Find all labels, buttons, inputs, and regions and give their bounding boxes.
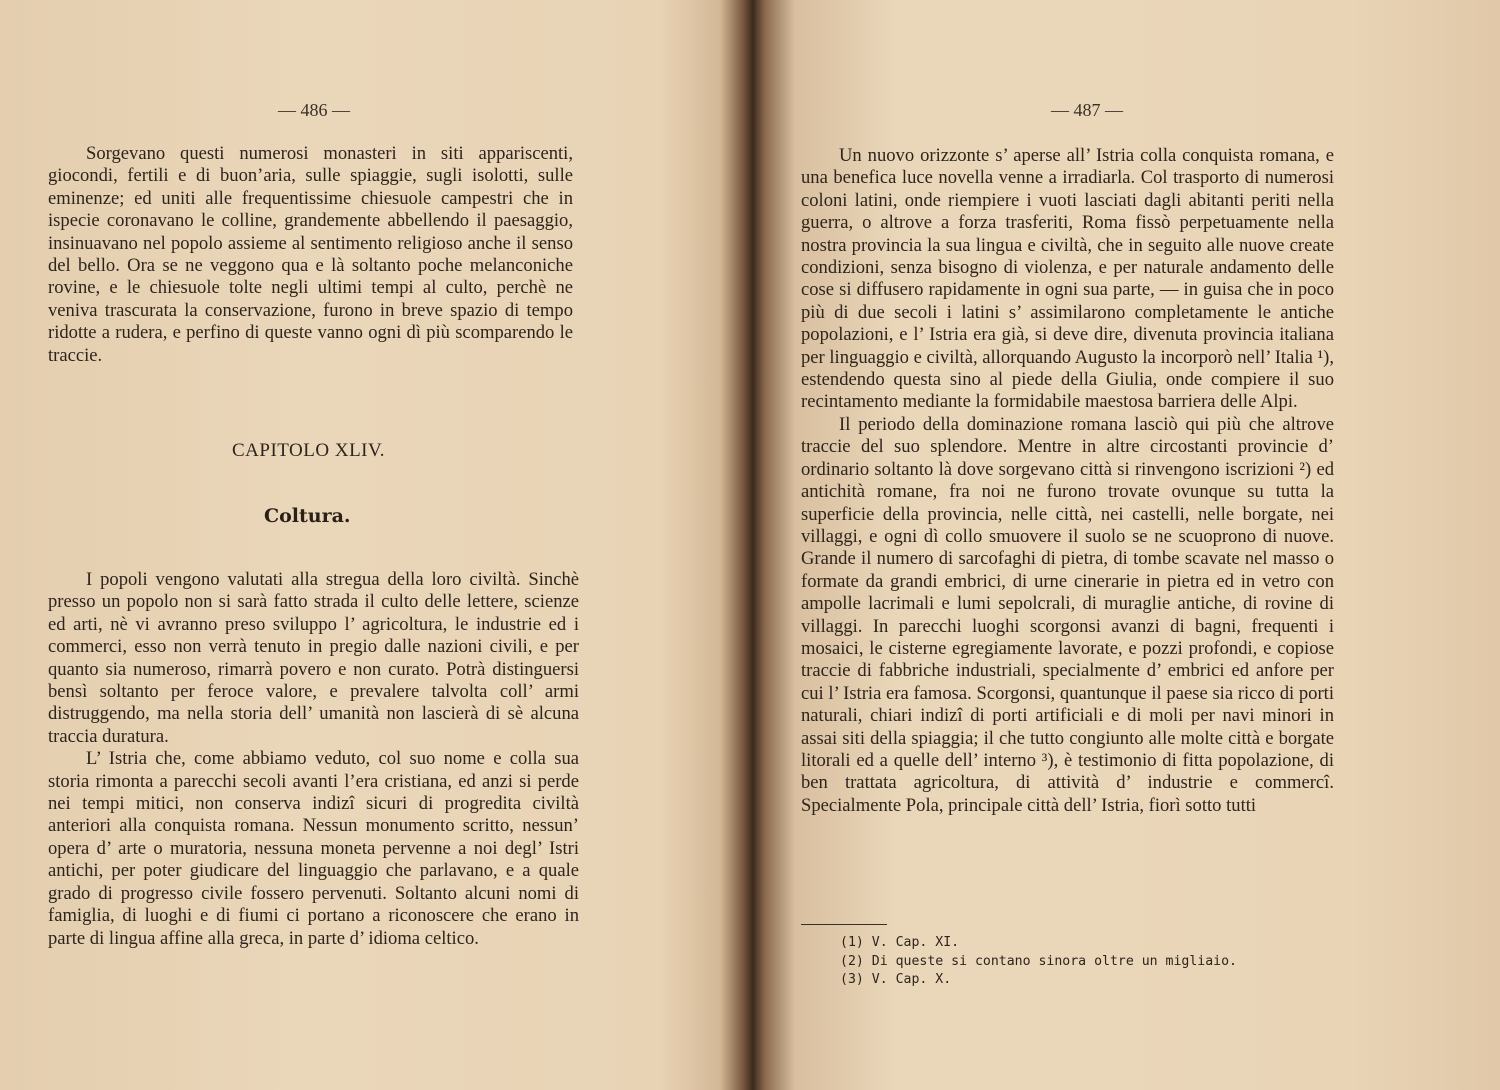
- section-title: Coltura.: [264, 505, 351, 527]
- right-text-block: [801, 145, 1334, 817]
- left-page: [0, 0, 690, 1090]
- page-number-left: — 486 —: [278, 100, 350, 120]
- page-number-right: — 487 —: [1051, 100, 1123, 120]
- footnote-rule: [801, 924, 887, 925]
- right-paragraph-1: Un nuovo orizzonte s’ aperse all’ Istria colla conquista romana, e una benefica luce novella venne a irradiarla. Col trasporto di numerosi coloni latini, onde riempiere i vuoti lasciati dagli abitanti periti nella guerra, o altrove a forza trasferiti, Roma fissò perpetuamente nella nostra provincia la sua lingua e civiltà, che in seguito alle nuove create condizioni, senza bisogno di violenza, e per naturale andamento delle cose si diffusero rapidamente in ogni sua parte, — in guisa che in poco più di due secoli i latini s’ assimilarono completamente le antiche popolazioni, e l’ Istria era già, si deve dire, divenuta provincia italiana per linguaggio e civiltà, allorquando Augusto la incorporò nell’ Italia ¹), estendendo questa sino al piede della Giulia, onde compiere il suo recintamento mediante la formidabile maestosa barriera delle Alpi.: [801, 145, 1334, 413]
- footnote-3: (3) V. Cap. X.: [840, 972, 952, 988]
- footnotes: [840, 934, 1237, 990]
- left-paragraph-2-block: [48, 569, 579, 950]
- left-paragraph-2: I popoli vengono valutati alla stregua della loro civiltà. Sinchè presso un popolo non si sarà fatto strada il culto delle lettere, scienze ed arti, nè vi avranno preso sviluppo l’ agricoltura, le industrie ed i commerci, esso non verrà tenuto in pregio dalle nazioni civili, e per quanto sia numeroso, rimarrà povero e non curato. Potrà distinguersi bensì soltanto per feroce valore, e prevalere talvolta coll’ armi distruggendo, ma nella storia dell’ umanità non lascierà di sè alcuna traccia duratura.: [48, 569, 579, 747]
- right-paragraph-2: Il periodo della dominazione romana lasciò qui più che altrove traccie del suo splendore. Mentre in altre circostanti provincie d’ ordinario soltanto là dove sorgevano città si rinvengono iscrizioni ²) ed antichità romane, fra noi ne furono trovate ovunque su tutta la superficie della provincia, nelle città, nei castelli, nelle borgate, nei villaggi, e ogni dì collo smuovere il suolo se ne scuoprono di nuove. Grande il numero di sarcofaghi di pietra, di tombe scavate nel masso o formate da grandi embrici, di urne cinerarie in pietra ed in vetro con ampolle lacrimali e lumi sepolcrali, di muraglie antiche, di rovine di villaggi. In parecchi luoghi scorgonsi avanzi di bagni, frequenti i mosaici, le cisterne egregiamente lavorate, e pozzi profondi, e copiose traccie di fabbriche industriali, specialmente d’ embrici ed anfore per cui l’ Istria era famosa. Scorgonsi, quantunque il paese sia ricco di porti naturali, chiari indizî di porti artificiali e di moli per navi minori in assai siti della spiaggia; il che tutto congiunto alle molte città e borgate litorali ed a quelle dell’ interno ³), è testimonio di fitta popolazione, di ben trattata agricoltura, di attività d’ industrie e commercî. Specialmente Pola, principale città dell’ Istria, fiorì sotto tutti: [801, 413, 1334, 816]
- left-paragraph-1: Sorgevano questi numerosi monasteri in siti appariscenti, giocondi, fertili e di buon’aria, sulle spiaggie, sugli isolotti, sulle eminenze; ed uniti alle frequentissime chiesuole campestri che in ispecie coronavano le colline, grandemente abbellendo il paesaggio, insinuavano nel popolo assieme al sentimento religioso anche il senso del bello. Ora se ne veggono qua e là soltanto poche melanconiche rovine, e le chiesuole tolte negli ultimi tempi al culto, perchè ne veniva trascurata la conservazione, furono in breve spazio di tempo ridotte a rudera, e perfino di queste vanno ogni dì più scomparendo le traccie.: [48, 143, 573, 366]
- right-page: [690, 0, 1500, 1090]
- left-paragraph-3: L’ Istria che, come abbiamo veduto, col suo nome e colla sua storia rimonta a parecchi secoli avanti l’era cristiana, ed anzi si perde nei tempi mitici, non conserva indizî sicuri di progredita civiltà anteriori alla conquista romana. Nessun monumento scritto, nessun’ opera d’ arte o muratoria, nessuna moneta pervenne a noi degl’ Istri antichi, per poter giudicare del linguaggio che parlavano, e a quale grado di progresso civile fossero pervenuti. Soltanto alcuni nomi di famiglia, di luoghi e di fiumi ci portano a riconoscere che erano in parte di lingua affine alla greca, in parte d’ idioma celtico.: [48, 748, 579, 949]
- left-paragraph-1-block: [48, 143, 573, 367]
- footnote-2: (2) Di queste si contano sinora oltre un migliaio.: [840, 953, 1237, 969]
- chapter-heading: CAPITOLO XLIV.: [232, 440, 386, 461]
- footnote-1: (1) V. Cap. XI.: [840, 935, 960, 950]
